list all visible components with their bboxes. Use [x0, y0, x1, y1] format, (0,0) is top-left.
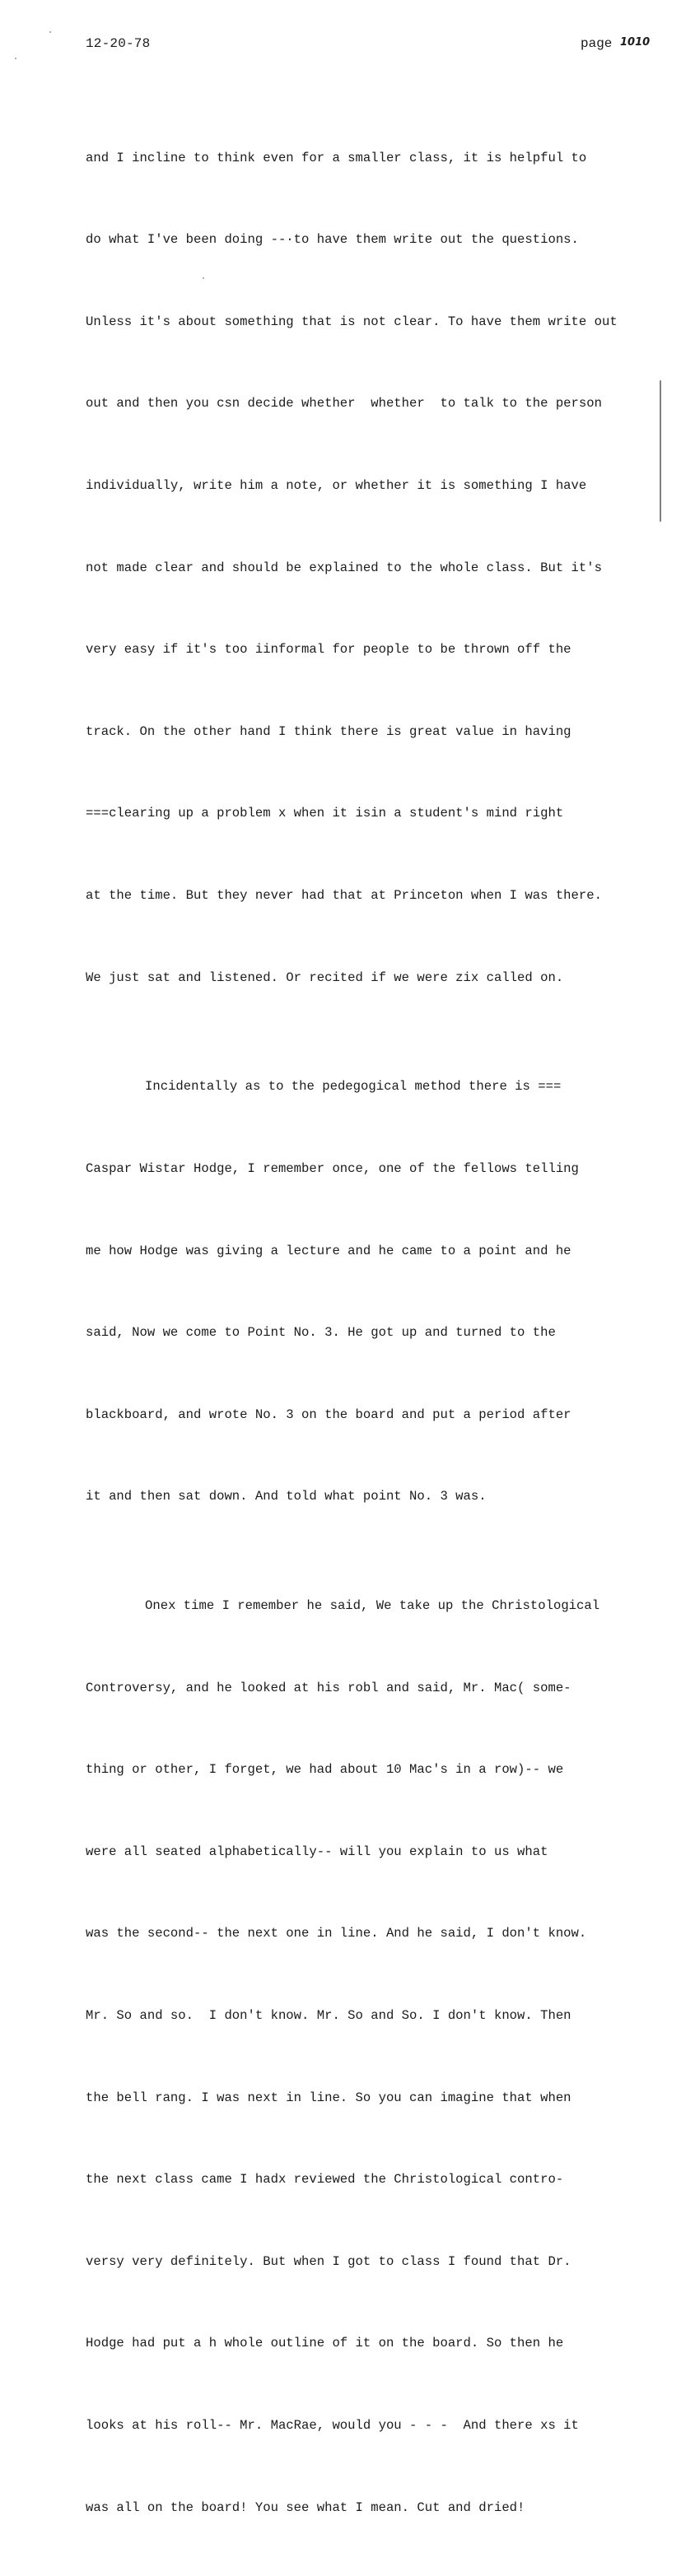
page-date: 12-20-78	[86, 36, 151, 51]
document-body	[86, 63, 679, 2576]
text-line: and I incline to think even for a smaller class, it is helpful to	[86, 150, 587, 165]
text-line: do what I've been doing --·to have them write out the questions.	[86, 232, 579, 248]
text-line: Unless it's about something that is not clear. To have them write out	[86, 314, 618, 329]
text-line: at the time. But they never had that at Princeton when I was there.	[86, 887, 602, 903]
scan-speck	[15, 58, 16, 59]
text-line: thing or other, I forget, we had about 10 Mac's in a row)-- we	[86, 1762, 564, 1778]
page-number: 1010	[620, 36, 651, 49]
text-line: was all on the board! You see what I mean. Cut and dried!	[86, 2499, 525, 2515]
page-label: page	[581, 36, 621, 51]
text-line: very easy if it's too iinformal for people to be thrown off the	[86, 642, 571, 658]
text-line: We just sat and listened. Or recited if we were zix called on.	[86, 969, 564, 985]
text-line: Onex time I remember he said, We take up the Christological	[145, 1598, 600, 1614]
text-line: Hodge had put a h whole outline of it on the board. So then he	[86, 2336, 564, 2351]
text-line: the bell rang. I was next in line. So you can imagine that when	[86, 2090, 571, 2105]
page-number-label	[581, 36, 650, 51]
text-line: out and then you csn decide whether whether to talk to the person	[86, 396, 602, 412]
scan-speck	[49, 31, 51, 33]
text-line: the next class came I hadx reviewed the Christological contro-	[86, 2172, 564, 2188]
text-line: looks at his roll-- Mr. MacRae, would you - - - And there xs it	[86, 2418, 579, 2434]
text-line: not made clear and should be explained to the whole class. But it's	[86, 560, 602, 575]
text-line: said, Now we come to Point No. 3. He got up and turned to the	[86, 1325, 556, 1341]
text-line: Mr. So and so. I don't know. Mr. So and So. I don't know. Then	[86, 2008, 571, 2024]
text-line: individually, write him a note, or whether it is something I have	[86, 477, 587, 493]
text-line: blackboard, and wrote No. 3 on the board and put a period after	[86, 1407, 571, 1422]
margin-bracket-mark	[660, 380, 661, 522]
text-line: Controversy, and he looked at his robl and said, Mr. Mac( some-	[86, 1680, 571, 1695]
text-line: were all seated alphabetically-- will you explain to us what	[86, 1844, 548, 1859]
text-line: ===clearing up a problem x when it isin a student's mind right	[86, 806, 564, 821]
text-line: Caspar Wistar Hodge, I remember once, one of the fellows telling	[86, 1160, 579, 1176]
text-line: track. On the other hand I think there is great value in having	[86, 723, 571, 739]
text-line: me how Hodge was giving a lecture and he came to a point and he	[86, 1243, 571, 1258]
scan-speck	[203, 277, 204, 279]
text-line: it and then sat down. And told what point No. 3 was.	[86, 1489, 487, 1504]
text-line: Incidentally as to the pedegogical method there is ===	[145, 1079, 562, 1095]
text-line: was the second-- the next one in line. And he said, I don't know.	[86, 1926, 587, 1941]
text-line: versy very definitely. But when I got to class I found that Dr.	[86, 2253, 571, 2269]
